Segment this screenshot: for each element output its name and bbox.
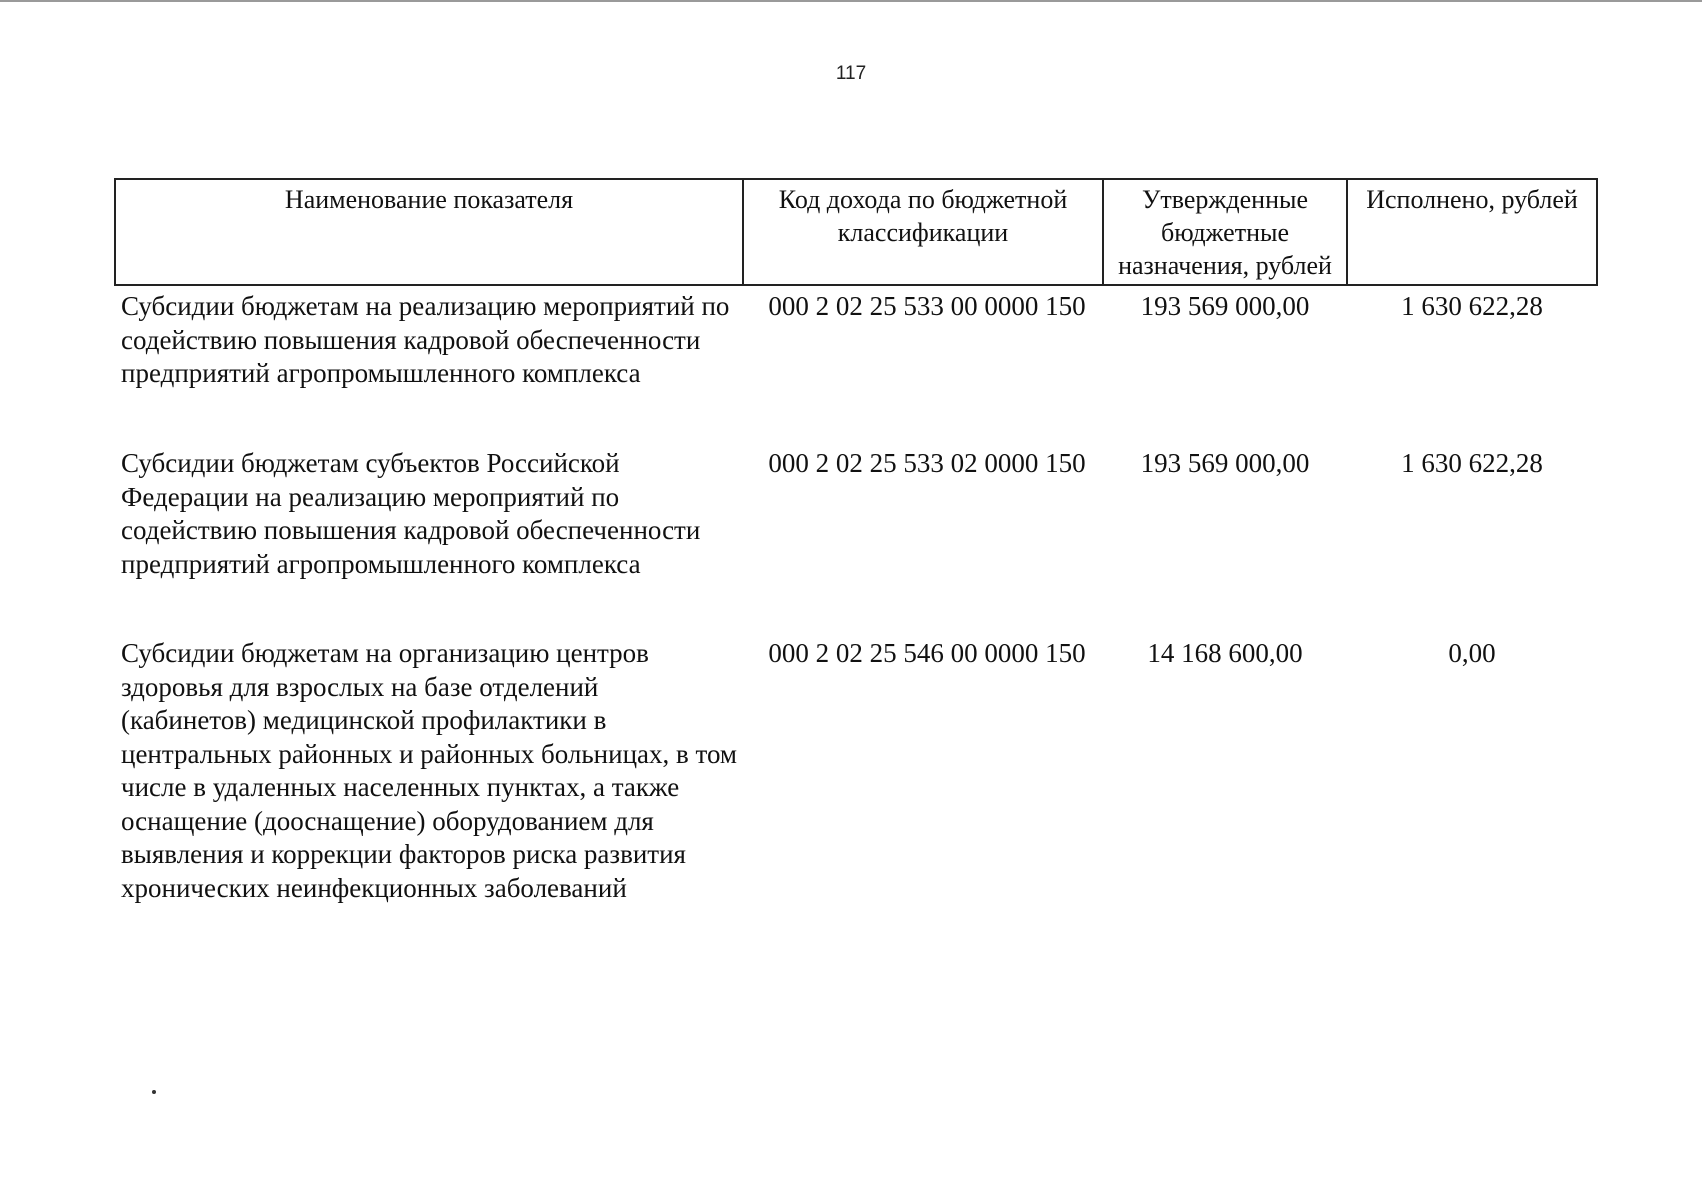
page-number: 117 — [835, 63, 867, 84]
table-header — [115, 179, 1597, 285]
executed-amount-cell: 0,00 — [1448, 638, 1496, 668]
scan-speck — [152, 1090, 156, 1094]
income-code-cell: 000 2 02 25 533 02 0000 150 — [768, 448, 1086, 478]
executed-amount-cell: 1 630 622,28 — [1401, 291, 1543, 321]
table-row — [115, 637, 1597, 927]
approved-amount-cell: 193 569 000,00 — [1140, 448, 1310, 478]
indicator-name-cell: Субсидии бюджетам субъектов Российской Федерации на реализацию мероприятий по содействию повышения кадровой обеспеченности предприятий агропромышленного комплекса — [121, 448, 701, 579]
income-code-cell: 000 2 02 25 546 00 0000 150 — [768, 638, 1086, 668]
income-code-cell: 000 2 02 25 533 00 0000 150 — [768, 291, 1086, 321]
table-body — [115, 285, 1597, 927]
header-income-code: Код дохода по бюджетной классификации — [743, 179, 1103, 285]
table-row — [115, 447, 1597, 637]
budget-income-table — [114, 178, 1598, 927]
indicator-name-cell: Субсидии бюджетам на реализацию мероприятий по содействию повышения кадровой обеспеченности предприятий агропромышленного комплекса — [121, 291, 730, 388]
executed-amount-cell: 1 630 622,28 — [1401, 448, 1543, 478]
approved-amount-cell: 14 168 600,00 — [1147, 638, 1303, 668]
table-row — [115, 285, 1597, 447]
indicator-name-cell: Субсидии бюджетам на организацию центров здоровья для взрослых на базе отделений (кабинетов) медицинской профилактики в центральных районных и районных больницах, в том числе в удаленных населенных пунктах, а также оснащение (дооснащение) оборудованием для выявления и коррекции факторов риска развития хронических неинфекционных заболеваний — [121, 638, 738, 903]
table-header-row — [115, 179, 1597, 285]
approved-amount-cell: 193 569 000,00 — [1140, 291, 1310, 321]
scan-edge-line — [0, 0, 1702, 2]
header-executed-amount: Исполнено, рублей — [1347, 179, 1597, 285]
header-approved-amount: Утвержденные бюджетные назначения, рублей — [1103, 179, 1347, 285]
header-indicator-name: Наименование показателя — [115, 179, 743, 285]
